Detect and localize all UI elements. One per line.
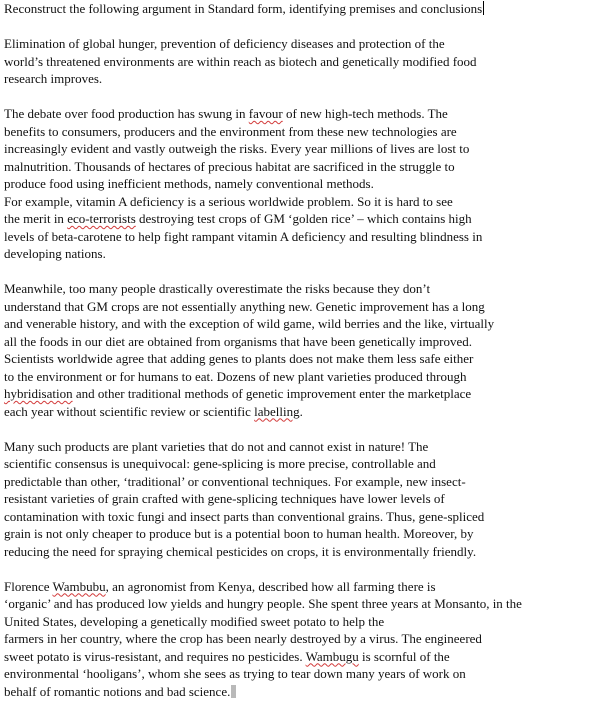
text-run: environmental ‘hooligans’, whom she sees as trying to tear down many years of work on (4, 666, 466, 681)
text-line (4, 648, 604, 666)
misspelled-word: eco-terrorists (67, 211, 136, 226)
text-run: increasingly evident and vastly outweigh the risks. Every year millions of lives are lost to (4, 141, 470, 156)
text-line (4, 298, 604, 316)
paragraph-spacer (4, 88, 604, 106)
misspelled-word: Wambubu (52, 578, 106, 594)
text-line (4, 123, 604, 141)
paragraph-spacer (4, 263, 604, 281)
text-line (4, 315, 604, 333)
document-body[interactable] (4, 0, 604, 700)
text-run: , an agronomist from Kenya, described how all farming there is (105, 578, 436, 594)
text-run: Elimination of global hunger, prevention of deficiency diseases and protection of the (4, 36, 445, 51)
instruction-line (4, 0, 604, 18)
text-run: grain is not only cheaper to produce but is a potential boon to human health. Moreover, by (4, 526, 474, 541)
paragraphs-container (4, 18, 604, 701)
text-line (4, 175, 604, 193)
text-run: behalf of romantic notions and bad science. (4, 683, 231, 699)
text-line (4, 245, 604, 263)
instruction-text: Reconstruct the following argument in Standard form, identifying premises and conclusions (4, 1, 483, 16)
text-line (4, 140, 604, 158)
text-line (4, 438, 604, 456)
paragraph-spacer (4, 560, 604, 578)
text-run: developing nations. (4, 246, 106, 261)
text-run: understand that GM crops are not essentially anything new. Genetic improvement has a long (4, 298, 485, 314)
text-line (4, 578, 604, 596)
text-line (4, 403, 604, 421)
text-line (4, 53, 604, 71)
text-line (4, 665, 604, 683)
text-run: the merit in (4, 211, 68, 226)
text-run: is scornful of the (358, 648, 450, 664)
text-line (4, 385, 604, 403)
paragraph-4 (4, 438, 604, 561)
text-run: each year without scientific review or scientific (4, 403, 255, 419)
text-run: benefits to consumers, producers and the environment from these new technologies are (4, 123, 457, 139)
text-line (4, 333, 604, 351)
text-run: and venerable history, and with the exception of wild game, wild berries and the like, virtually (4, 316, 495, 331)
text-run: produce food using inefficient methods, namely conventional methods. (4, 176, 374, 191)
text-run: resistant varieties of grain crafted with gene-splicing techniques have lower levels of (4, 491, 445, 506)
text-line (4, 455, 604, 473)
text-line (4, 193, 604, 211)
text-run: destroying test crops of GM ‘golden rice’ – which contains high (135, 211, 472, 226)
text-run: predictable than other, ‘traditional’ or conventional techniques. For example, new insect- (4, 473, 466, 489)
text-line (4, 35, 604, 53)
paragraph-1 (4, 35, 604, 88)
text-run: ‘organic’ and has produced low yields and hungry people. She spent three years at Monsanto, in the (4, 596, 522, 611)
paragraph-3 (4, 280, 604, 420)
text-line (4, 613, 604, 631)
text-run: world’s threatened environments are within reach as biotech and genetically modified food (4, 53, 477, 69)
text-run: For example, vitamin A deficiency is a serious worldwide problem. So it is hard to see (4, 193, 453, 209)
end-of-text-marker (231, 685, 236, 698)
text-cursor (483, 1, 484, 15)
text-run: levels of beta-carotene to help fight rampant vitamin A deficiency and resulting blindness in (4, 228, 483, 244)
text-run: Many such products are plant varieties that do not and cannot exist in nature! The (4, 438, 429, 454)
text-line (4, 630, 604, 648)
text-run: of new high-tech methods. The (282, 106, 448, 121)
text-line (4, 280, 604, 298)
text-run: The debate over food production has swung in (4, 106, 249, 121)
text-line (4, 350, 604, 368)
text-line (4, 70, 604, 88)
text-run: malnutrition. Thousands of hectares of precious habitat are sacrificed in the struggle to (4, 158, 455, 174)
text-run: sweet potato is virus-resistant, and requires no pesticides. (4, 648, 306, 664)
misspelled-word: favour (248, 106, 283, 121)
misspelled-word: labelling (254, 403, 300, 419)
text-run: Scientists worldwide agree that adding genes to plants does not make them less safe either (4, 351, 474, 366)
text-line (4, 368, 604, 386)
text-line (4, 105, 604, 123)
text-run: research improves. (4, 71, 103, 86)
text-line (4, 490, 604, 508)
text-line (4, 525, 604, 543)
text-run: scientific consensus is unequivocal: gene-splicing is more precise, controllable and (4, 456, 436, 471)
text-line (4, 228, 604, 246)
paragraph-spacer (4, 420, 604, 438)
text-line (4, 508, 604, 526)
text-line (4, 683, 604, 701)
paragraph-2 (4, 105, 604, 263)
paragraph-spacer (4, 18, 604, 36)
text-line (4, 473, 604, 491)
text-line (4, 595, 604, 613)
text-run: Florence (4, 578, 53, 594)
text-run: United States, developing a genetically modified sweet potato to help the (4, 613, 385, 629)
text-run: contamination with toxic fungi and insect parts than conventional grains. Thus, gene-spliced (4, 508, 485, 524)
misspelled-word: hybridisation (4, 386, 73, 401)
text-run: reducing the need for spraying chemical pesticides on crops, it is environmentally friendly. (4, 543, 477, 559)
paragraph-5 (4, 578, 604, 701)
misspelled-word: Wambugu (305, 648, 359, 664)
text-line (4, 210, 604, 228)
text-run: . (299, 403, 303, 419)
text-run: Meanwhile, too many people drastically overestimate the risks because they don’t (4, 281, 431, 296)
text-run: to the environment or for humans to eat. Dozens of new plant varieties produced through (4, 368, 467, 384)
text-run: and other traditional methods of genetic improvement enter the marketplace (72, 386, 472, 401)
text-run: all the foods in our diet are obtained from organisms that have been genetically improved. (4, 333, 472, 349)
text-line (4, 158, 604, 176)
text-run: farmers in her country, where the crop has been nearly destroyed by a virus. The engineered (4, 631, 482, 646)
text-line (4, 543, 604, 561)
